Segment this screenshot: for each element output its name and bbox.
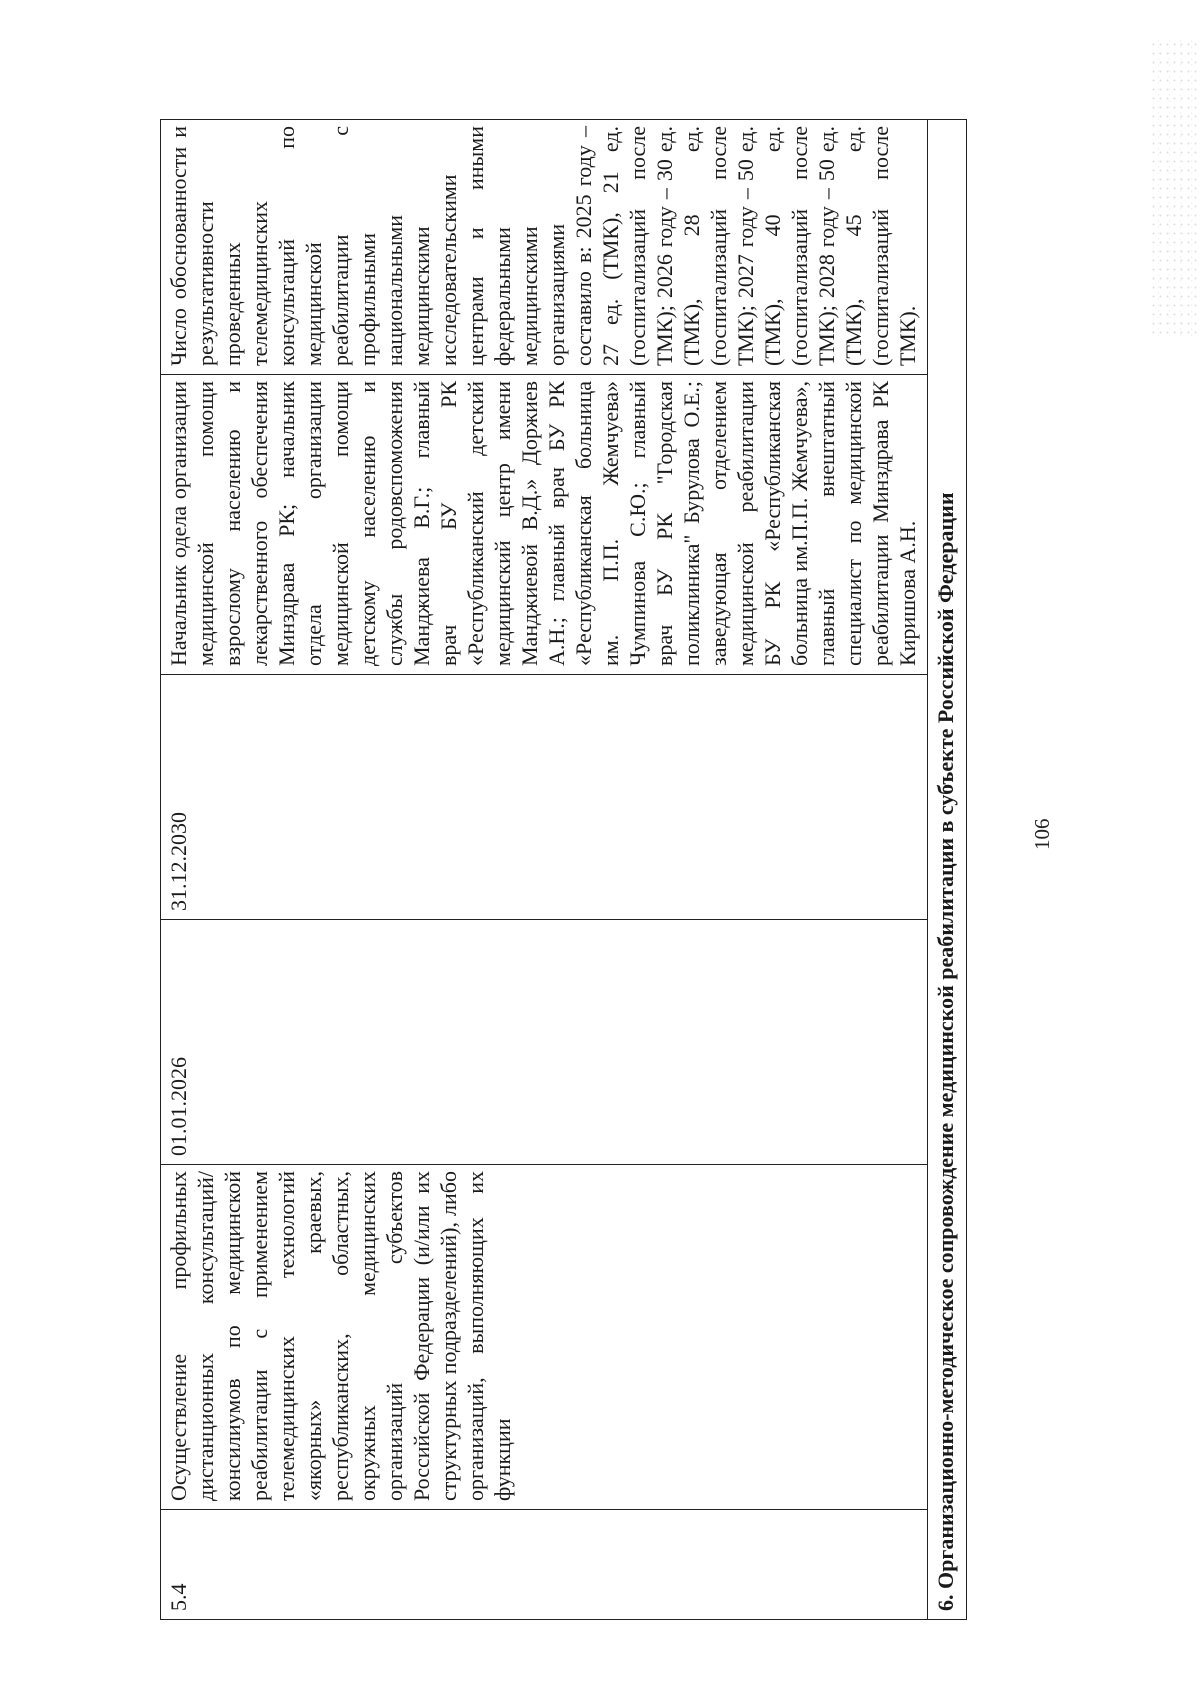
responsible-cell: Начальник одела организации медицинской помощи взрослому населению и лекарственного обеспечения Минздрава РК; начальник отдела организации медицинской помощи детскому населению и службы родовспоможения Манджиева В.Г.; главный врач БУ РК «Республиканский детский медицинский центр имени Манджиевой В.Д.» Доржиев А.Н.; главный врач БУ РК «Республиканская больница им. П.П. Жемчуева» Чумпинова С.Ю.; главный врач БУ РК "Городская поликлиника" Бурулова О.Е.; заведующая отделением медицинской реабилитации БУ РК «Республиканская больница им.П.П. Жемчуева», главный внештатный специалист по медицинской реабилитации Минздрава РК Киришова А.Н.	[161, 375, 928, 675]
start-date-cell: 01.01.2026	[161, 920, 928, 1165]
section-heading-row	[928, 120, 967, 1620]
rotated-page-sheet	[160, 120, 960, 1620]
end-date-cell: 31.12.2030	[161, 675, 928, 920]
page-number: 106	[1030, 818, 1054, 850]
row-number-cell: 5.4	[161, 1510, 928, 1620]
scan-noise	[1150, 40, 1200, 340]
table-row	[161, 120, 928, 1620]
activity-cell: Осуществление профильных дистанционных консультаций/консилиумов по медицинской реабилитации с применением телемедицинских технологий «якорных» краевых, республиканских, областных, окружных медицинских организаций субъектов Российской Федерации (и/или их структурных подразделений), либо организаций, выполняющих их функции	[161, 1165, 928, 1510]
plan-table	[160, 119, 967, 1620]
result-cell: Число обоснованности и результативности проведенных телемедицинских консультаций по медицинской реабилитации с профильными национальными медицинскими исследовательскими центрами и иными федеральными медицинскими организациями составило в: 2025 году – 27 ед. (ТМК), 21 ед. (госпитализаций после ТМК); 2026 году – 30 ед. (ТМК), 28 ед. (госпитализаций после ТМК); 2027 году – 50 ед. (ТМК), 40 ед. (госпитализаций после ТМК); 2028 году – 50 ед. (ТМК), 45 ед. (госпитализаций после ТМК).	[161, 120, 928, 375]
section-heading: 6. Организационно-методическое сопровождение медицинской реабилитации в субъекте Российской Федерации	[928, 120, 967, 1620]
